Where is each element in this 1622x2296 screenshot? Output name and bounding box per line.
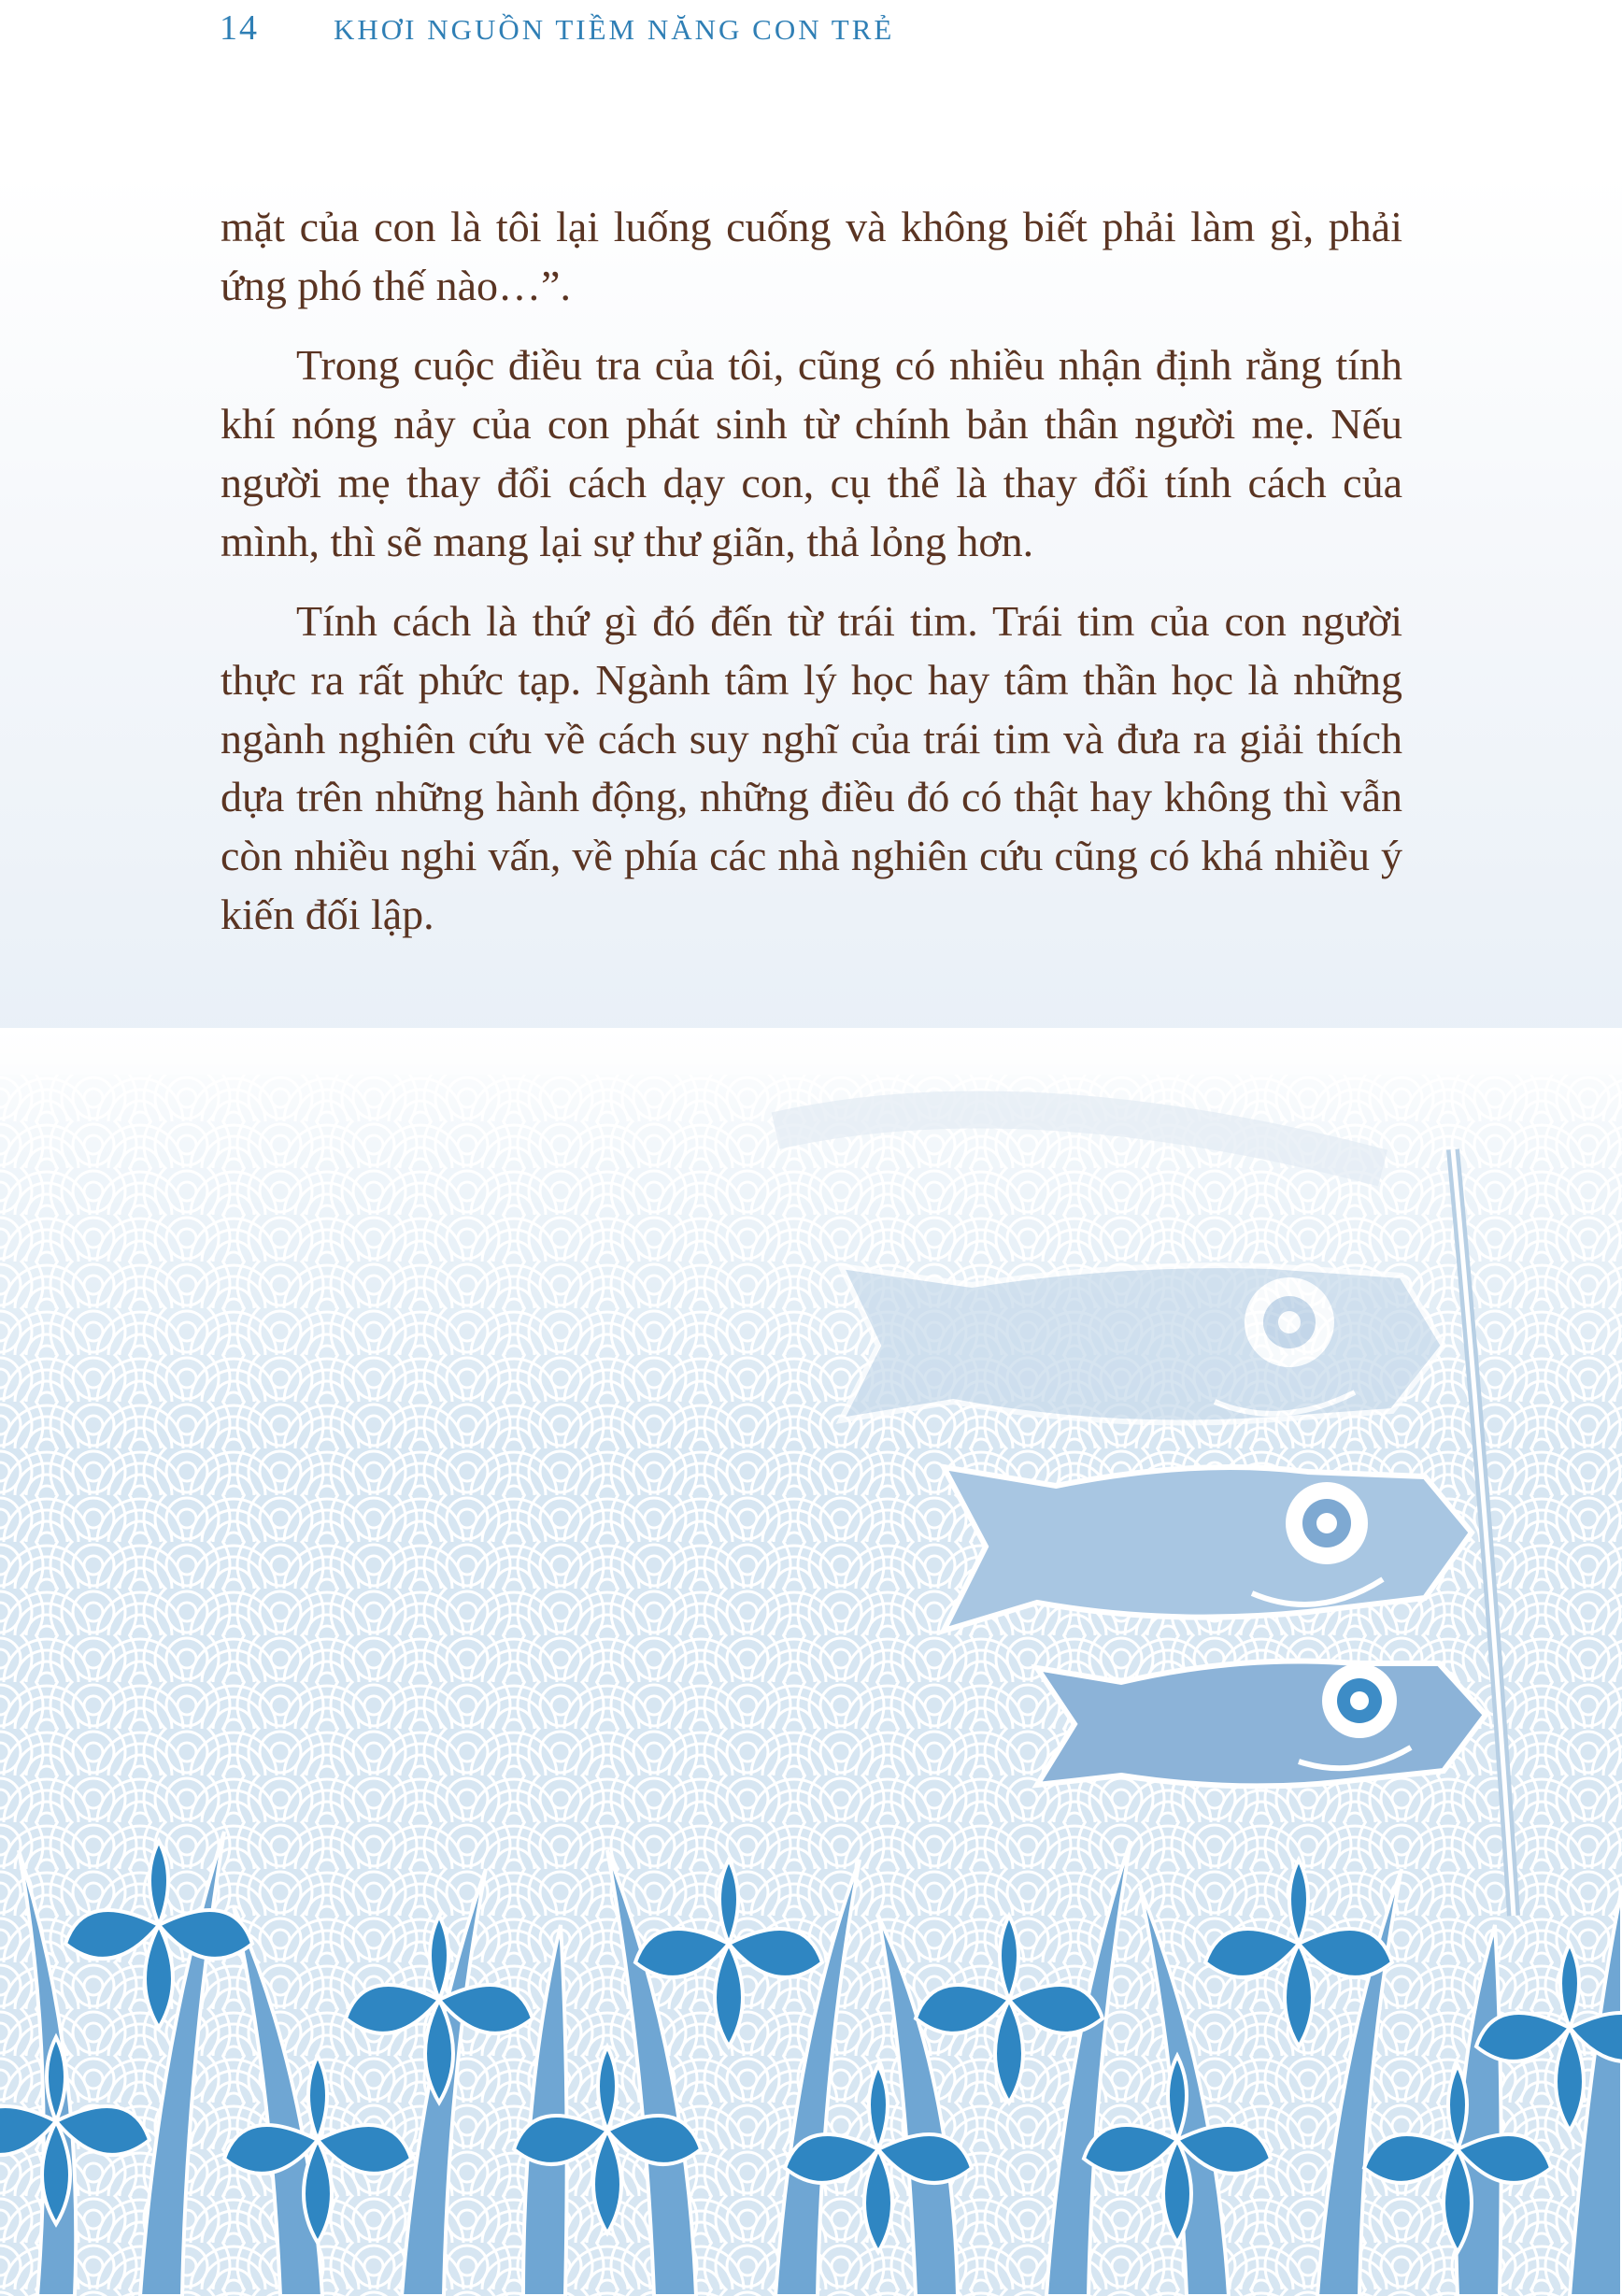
page-number: 14 xyxy=(220,8,259,48)
carp-streamer-3 xyxy=(1037,1661,1486,1787)
paragraph-3: Tính cách là thứ gì đó đến từ trái tim. Trái tim của con người thực ra rất phức tạp. Ngành tâm lý học hay tâm thần học là những ngành nghiên cứu về cách suy nghĩ của trái tim và đưa ra giải thích dựa trên những hành động, những điều đó có thật hay không thì vẫn còn nhiều nghi vấn, về phía các nhà nghiên cứu cũng có khá nhiều ý kiến đối lập. xyxy=(221,597,1402,938)
body-text xyxy=(221,198,1402,965)
running-header xyxy=(0,0,1622,65)
paragraph-1: mặt của con là tôi lại luống cuống và không biết phải làm gì, phải ứng phó thế nào…”. xyxy=(221,203,1402,309)
paragraph-2: Trong cuộc điều tra của tôi, cũng có nhiều nhận định rằng tính khí nóng nảy của con phát sinh từ chính bản thân người mẹ. Nếu người mẹ thay đổi cách dạy con, cụ thể là thay đổi tính cách của mình, thì sẽ mang lại sự thư giãn, thả lỏng hơn. xyxy=(221,341,1402,565)
carp-streamer-1 xyxy=(841,1265,1444,1422)
book-title: KHƠI NGUỒN TIỀM NĂNG CON TRẺ xyxy=(334,13,895,46)
